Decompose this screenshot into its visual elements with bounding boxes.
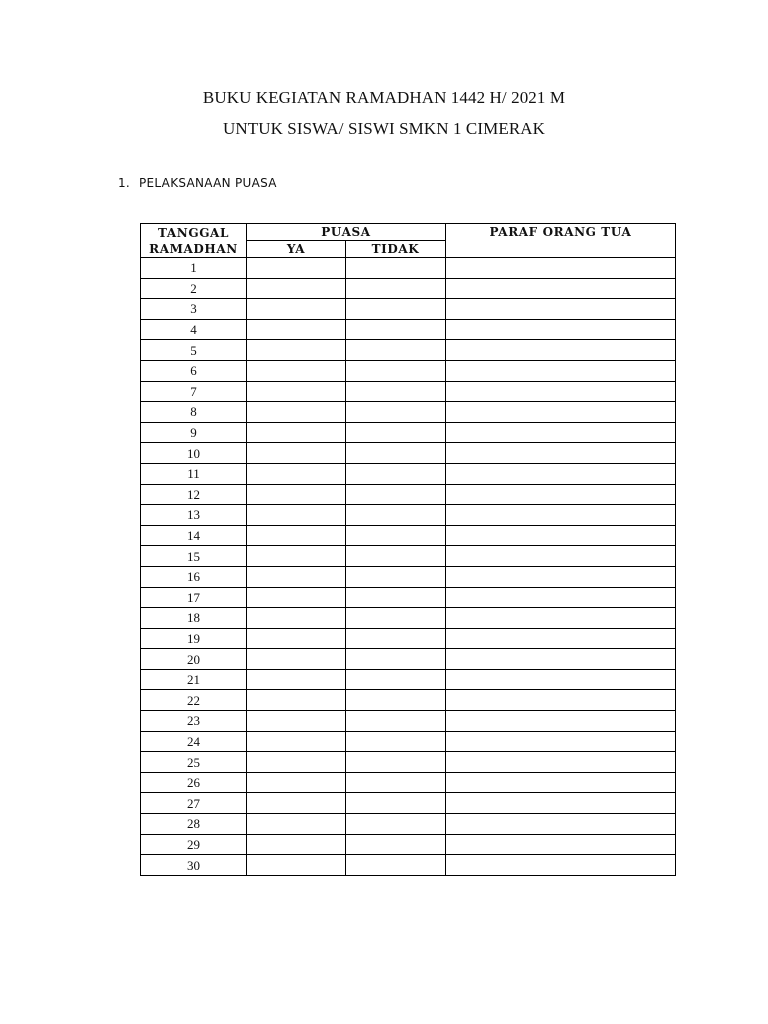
tidak-cell[interactable] — [346, 546, 446, 567]
ya-cell[interactable] — [247, 381, 346, 402]
tidak-cell[interactable] — [346, 566, 446, 587]
day-number: 20 — [141, 649, 247, 670]
day-number: 24 — [141, 731, 247, 752]
paraf-cell[interactable] — [446, 834, 676, 855]
paraf-cell[interactable] — [446, 319, 676, 340]
tidak-cell[interactable] — [346, 381, 446, 402]
day-number: 16 — [141, 566, 247, 587]
paraf-cell[interactable] — [446, 340, 676, 361]
day-number: 5 — [141, 340, 247, 361]
section-heading — [118, 176, 277, 190]
ya-cell[interactable] — [247, 587, 346, 608]
table-row — [141, 463, 676, 484]
table-row — [141, 628, 676, 649]
tidak-cell[interactable] — [346, 669, 446, 690]
ya-cell[interactable] — [247, 505, 346, 526]
ya-cell[interactable] — [247, 546, 346, 567]
tidak-cell[interactable] — [346, 340, 446, 361]
tidak-cell[interactable] — [346, 649, 446, 670]
paraf-cell[interactable] — [446, 814, 676, 835]
tidak-cell[interactable] — [346, 690, 446, 711]
day-number: 2 — [141, 278, 247, 299]
paraf-cell[interactable] — [446, 690, 676, 711]
table-body — [141, 258, 676, 876]
paraf-cell[interactable] — [446, 793, 676, 814]
paraf-cell[interactable] — [446, 484, 676, 505]
ya-cell[interactable] — [247, 628, 346, 649]
tidak-cell[interactable] — [346, 319, 446, 340]
ya-cell[interactable] — [247, 299, 346, 320]
day-number: 11 — [141, 463, 247, 484]
ya-cell[interactable] — [247, 649, 346, 670]
paraf-cell[interactable] — [446, 360, 676, 381]
table-row — [141, 422, 676, 443]
tidak-cell[interactable] — [346, 258, 446, 279]
header-ramadhan: RAMADHAN — [149, 241, 238, 256]
table-row — [141, 587, 676, 608]
paraf-cell[interactable] — [446, 505, 676, 526]
paraf-cell[interactable] — [446, 855, 676, 876]
table-row — [141, 855, 676, 876]
tidak-cell[interactable] — [346, 711, 446, 732]
tidak-cell[interactable] — [346, 793, 446, 814]
paraf-cell[interactable] — [446, 402, 676, 423]
day-number: 28 — [141, 814, 247, 835]
paraf-cell[interactable] — [446, 299, 676, 320]
table-row — [141, 669, 676, 690]
tidak-cell[interactable] — [346, 484, 446, 505]
tidak-cell[interactable] — [346, 834, 446, 855]
ya-cell[interactable] — [247, 834, 346, 855]
table-row — [141, 546, 676, 567]
day-number: 9 — [141, 422, 247, 443]
ya-cell[interactable] — [247, 793, 346, 814]
tidak-cell[interactable] — [346, 422, 446, 443]
paraf-cell[interactable] — [446, 587, 676, 608]
day-number: 30 — [141, 855, 247, 876]
paraf-cell[interactable] — [446, 463, 676, 484]
header-paraf-orang-tua: PARAF ORANG TUA — [446, 224, 676, 258]
tidak-cell[interactable] — [346, 360, 446, 381]
tidak-cell[interactable] — [346, 628, 446, 649]
tidak-cell[interactable] — [346, 299, 446, 320]
header-puasa: PUASA — [247, 224, 446, 241]
day-number: 14 — [141, 525, 247, 546]
ya-cell[interactable] — [247, 340, 346, 361]
ya-cell[interactable] — [247, 525, 346, 546]
ya-cell[interactable] — [247, 258, 346, 279]
day-number: 19 — [141, 628, 247, 649]
paraf-cell[interactable] — [446, 381, 676, 402]
tidak-cell[interactable] — [346, 855, 446, 876]
day-number: 6 — [141, 360, 247, 381]
ya-cell[interactable] — [247, 566, 346, 587]
tidak-cell[interactable] — [346, 463, 446, 484]
day-number: 12 — [141, 484, 247, 505]
ya-cell[interactable] — [247, 608, 346, 629]
header-tanggal-ramadhan — [141, 224, 247, 258]
tidak-cell[interactable] — [346, 752, 446, 773]
tidak-cell[interactable] — [346, 402, 446, 423]
paraf-cell[interactable] — [446, 278, 676, 299]
section-number: 1. — [118, 176, 131, 190]
ya-cell[interactable] — [247, 484, 346, 505]
table-row — [141, 834, 676, 855]
header-tanggal: TANGGAL — [158, 225, 229, 240]
paraf-cell[interactable] — [446, 772, 676, 793]
ya-cell[interactable] — [247, 731, 346, 752]
day-number: 10 — [141, 443, 247, 464]
ya-cell[interactable] — [247, 690, 346, 711]
ya-cell[interactable] — [247, 711, 346, 732]
paraf-cell[interactable] — [446, 711, 676, 732]
ya-cell[interactable] — [247, 278, 346, 299]
ya-cell[interactable] — [247, 463, 346, 484]
tidak-cell[interactable] — [346, 587, 446, 608]
day-number: 27 — [141, 793, 247, 814]
paraf-cell[interactable] — [446, 443, 676, 464]
table-row — [141, 381, 676, 402]
tidak-cell[interactable] — [346, 278, 446, 299]
table-row — [141, 402, 676, 423]
table-row — [141, 772, 676, 793]
paraf-cell[interactable] — [446, 258, 676, 279]
table-row — [141, 525, 676, 546]
paraf-cell[interactable] — [446, 731, 676, 752]
day-number: 23 — [141, 711, 247, 732]
table-row — [141, 649, 676, 670]
fasting-table — [140, 223, 676, 876]
table-row — [141, 608, 676, 629]
day-number: 26 — [141, 772, 247, 793]
table-row — [141, 299, 676, 320]
day-number: 18 — [141, 608, 247, 629]
paraf-cell[interactable] — [446, 669, 676, 690]
table-row — [141, 814, 676, 835]
header-ya: YA — [247, 241, 346, 258]
table-row — [141, 793, 676, 814]
table-row — [141, 690, 676, 711]
day-number: 7 — [141, 381, 247, 402]
table-row — [141, 319, 676, 340]
tidak-cell[interactable] — [346, 772, 446, 793]
day-number: 15 — [141, 546, 247, 567]
ya-cell[interactable] — [247, 814, 346, 835]
tidak-cell[interactable] — [346, 505, 446, 526]
paraf-cell[interactable] — [446, 752, 676, 773]
day-number: 3 — [141, 299, 247, 320]
section-title: PELAKSANAAN PUASA — [139, 176, 277, 190]
ya-cell[interactable] — [247, 752, 346, 773]
table-row — [141, 711, 676, 732]
tidak-cell[interactable] — [346, 525, 446, 546]
day-number: 8 — [141, 402, 247, 423]
ya-cell[interactable] — [247, 855, 346, 876]
day-number: 13 — [141, 505, 247, 526]
table-row — [141, 731, 676, 752]
paraf-cell[interactable] — [446, 566, 676, 587]
paraf-cell[interactable] — [446, 525, 676, 546]
table-row — [141, 505, 676, 526]
day-number: 4 — [141, 319, 247, 340]
day-number: 25 — [141, 752, 247, 773]
ya-cell[interactable] — [247, 360, 346, 381]
ya-cell[interactable] — [247, 443, 346, 464]
ya-cell[interactable] — [247, 772, 346, 793]
table-row — [141, 258, 676, 279]
ya-cell[interactable] — [247, 402, 346, 423]
day-number: 21 — [141, 669, 247, 690]
header-tidak: TIDAK — [346, 241, 446, 258]
table-row — [141, 340, 676, 361]
table-row — [141, 752, 676, 773]
tidak-cell[interactable] — [346, 814, 446, 835]
day-number: 17 — [141, 587, 247, 608]
table-row — [141, 443, 676, 464]
paraf-cell[interactable] — [446, 546, 676, 567]
paraf-cell[interactable] — [446, 608, 676, 629]
tidak-cell[interactable] — [346, 443, 446, 464]
day-number: 1 — [141, 258, 247, 279]
table-row — [141, 360, 676, 381]
paraf-cell[interactable] — [446, 422, 676, 443]
paraf-cell[interactable] — [446, 628, 676, 649]
ya-cell[interactable] — [247, 669, 346, 690]
table-row — [141, 566, 676, 587]
ya-cell[interactable] — [247, 319, 346, 340]
paraf-cell[interactable] — [446, 649, 676, 670]
day-number: 22 — [141, 690, 247, 711]
ya-cell[interactable] — [247, 422, 346, 443]
table-row — [141, 484, 676, 505]
table-row — [141, 278, 676, 299]
document-title: BUKU KEGIATAN RAMADHAN 1442 H/ 2021 M — [202, 88, 566, 107]
tidak-cell[interactable] — [346, 608, 446, 629]
tidak-cell[interactable] — [346, 731, 446, 752]
day-number: 29 — [141, 834, 247, 855]
document-subtitle: UNTUK SISWA/ SISWI SMKN 1 CIMERAK — [222, 119, 546, 138]
